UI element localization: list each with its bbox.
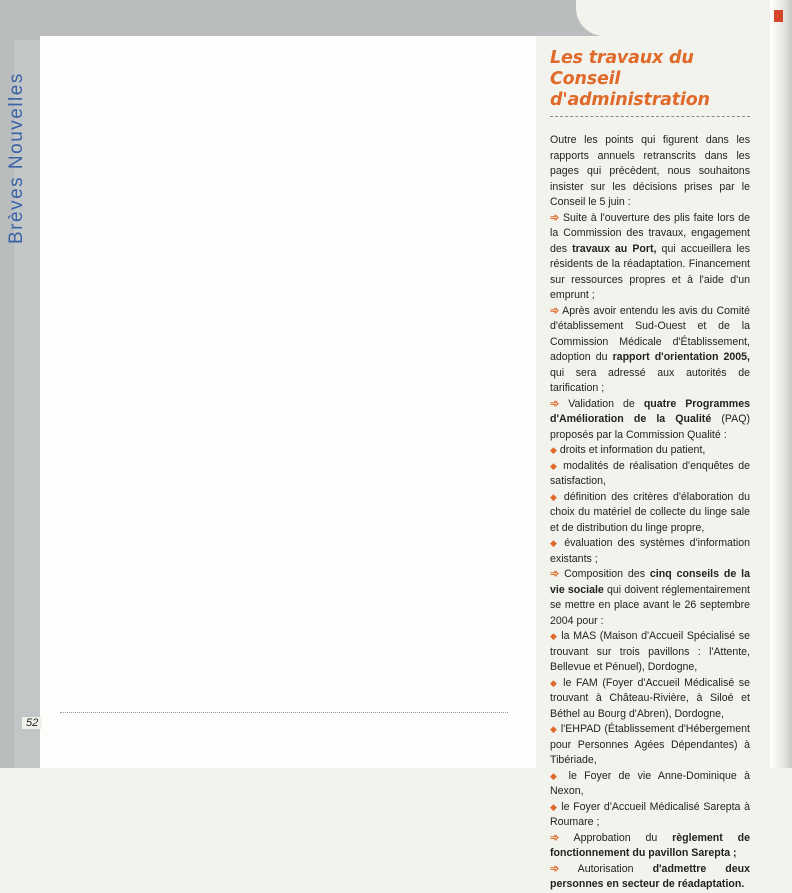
- article-title-line1: Les travaux du Conseil: [550, 48, 694, 89]
- next-page-accent: [774, 10, 783, 22]
- footer-rule: [60, 712, 508, 714]
- article-title-line2: d'administration: [550, 90, 710, 110]
- decision-item: [550, 304, 750, 397]
- arrow-icon: ➾: [550, 211, 560, 224]
- text: Approbation du: [573, 831, 673, 844]
- text: qui accueillera les résidents de la réadaptation. Financement sur ressources propres et à l'aide d'un emprunt ;: [550, 242, 751, 301]
- text-bold: quatre Programmes d'Amélioration de la Qualité: [550, 397, 750, 425]
- decision-item: [550, 567, 750, 629]
- sub-item: [550, 769, 750, 800]
- arrow-icon: ➾: [550, 397, 560, 410]
- sub-item: [550, 490, 750, 537]
- diamond-bullet-icon: ◆: [550, 491, 559, 502]
- arrow-icon: ➾: [550, 862, 560, 875]
- text-bold: rapport d'orientation 2005,: [612, 351, 750, 363]
- decision-item: [550, 211, 750, 304]
- text: le Foyer de vie Anne-Dominique à Nexon,: [550, 769, 751, 797]
- arrow-icon: ➾: [550, 568, 560, 580]
- diamond-bullet-icon: ◆: [550, 724, 558, 734]
- text: la MAS (Maison d'Accueil Spécialisé se trouvant sur trois pavillons : l'Attente, Bellevue et Pénuel), Dordogne,: [550, 630, 750, 673]
- decision-item: [550, 397, 750, 444]
- text: qui doivent réglementairement se mettre en place avant le 26 septembre 2004 pour :: [550, 583, 750, 627]
- title-rule: [550, 116, 750, 118]
- diamond-bullet-icon: ◆: [550, 801, 558, 812]
- section-title-vertical: Brèves Nouvelles: [6, 72, 27, 244]
- text: (PAQ) proposés par la Commission Qualité :: [550, 413, 750, 441]
- sub-item: [550, 676, 750, 723]
- text-bold: règlement de fonctionnement du pavillon Sarepta ;: [550, 831, 750, 859]
- article-body: [550, 133, 750, 893]
- text: l'EHPAD (Établissement d'Hébergement pour Personnes Agées Dépendantes) à Tibériade,: [550, 723, 750, 766]
- text-bold: cinq conseils de la vie sociale: [550, 568, 750, 596]
- page-number: 52: [22, 717, 42, 729]
- diamond-bullet-icon: ◆: [550, 677, 559, 688]
- text: définition des critères d'élaboration du choix du matériel de collecte du linge sale et de distribution du linge propre,: [550, 490, 751, 534]
- sub-item: [550, 629, 750, 676]
- arrow-icon: ➾: [550, 831, 560, 844]
- sub-item: [550, 800, 750, 831]
- text: le Foyer d'Accueil Médicalisé Sarepta à Roumare ;: [550, 800, 750, 828]
- diamond-bullet-icon: ◆: [550, 770, 562, 781]
- text: Autorisation: [577, 862, 653, 875]
- sub-item: [550, 536, 750, 567]
- sub-item: [550, 443, 750, 459]
- decision-item: [550, 831, 750, 862]
- text: le FAM (Foyer d'Accueil Médicalisé se trouvant à Château-Rivière, à Siloé et Béthel au Bourg d'Abren), Dordogne,: [550, 676, 750, 720]
- decision-item: [550, 862, 750, 893]
- arrow-icon: ➾: [550, 304, 560, 317]
- text-bold: travaux au Port,: [572, 242, 657, 255]
- text: Après avoir entendu les avis du Comité d'établissement Sud-Ouest et de la Commission Médicale d'Établissement, adoption du: [550, 304, 751, 363]
- article-title: [550, 48, 750, 111]
- sub-item: [550, 722, 750, 769]
- text: qui sera adressé aux autorités de tarification ;: [550, 366, 750, 394]
- text: Composition des: [564, 568, 650, 580]
- diamond-bullet-icon: ◆: [550, 445, 557, 455]
- text-bold: d'admettre deux personnes en secteur de réadaptation.: [550, 862, 751, 890]
- top-band-curve: [576, 0, 770, 36]
- diamond-bullet-icon: ◆: [550, 538, 560, 548]
- article: [550, 48, 750, 893]
- text: droits et information du patient,: [559, 444, 706, 456]
- sub-item: [550, 459, 750, 490]
- text: Validation de: [568, 397, 644, 410]
- next-page-edge: [770, 0, 792, 768]
- diamond-bullet-icon: ◆: [550, 460, 559, 471]
- text: évaluation des systèmes d'information existants ;: [550, 537, 750, 565]
- text: modalités de réalisation d'enquêtes de satisfaction,: [550, 459, 750, 487]
- diamond-bullet-icon: ◆: [550, 631, 558, 641]
- intro-paragraph: Outre les points qui figurent dans les rapports annuels retranscrits dans les pages qui précèdent, nous souhaitons insister sur les décisions prises par le Conseil le 5 juin :: [550, 134, 750, 208]
- text: Suite à l'ouverture des plis faite lors de la Commission des travaux, engagement des: [550, 211, 750, 255]
- blank-content-panel: [40, 36, 536, 768]
